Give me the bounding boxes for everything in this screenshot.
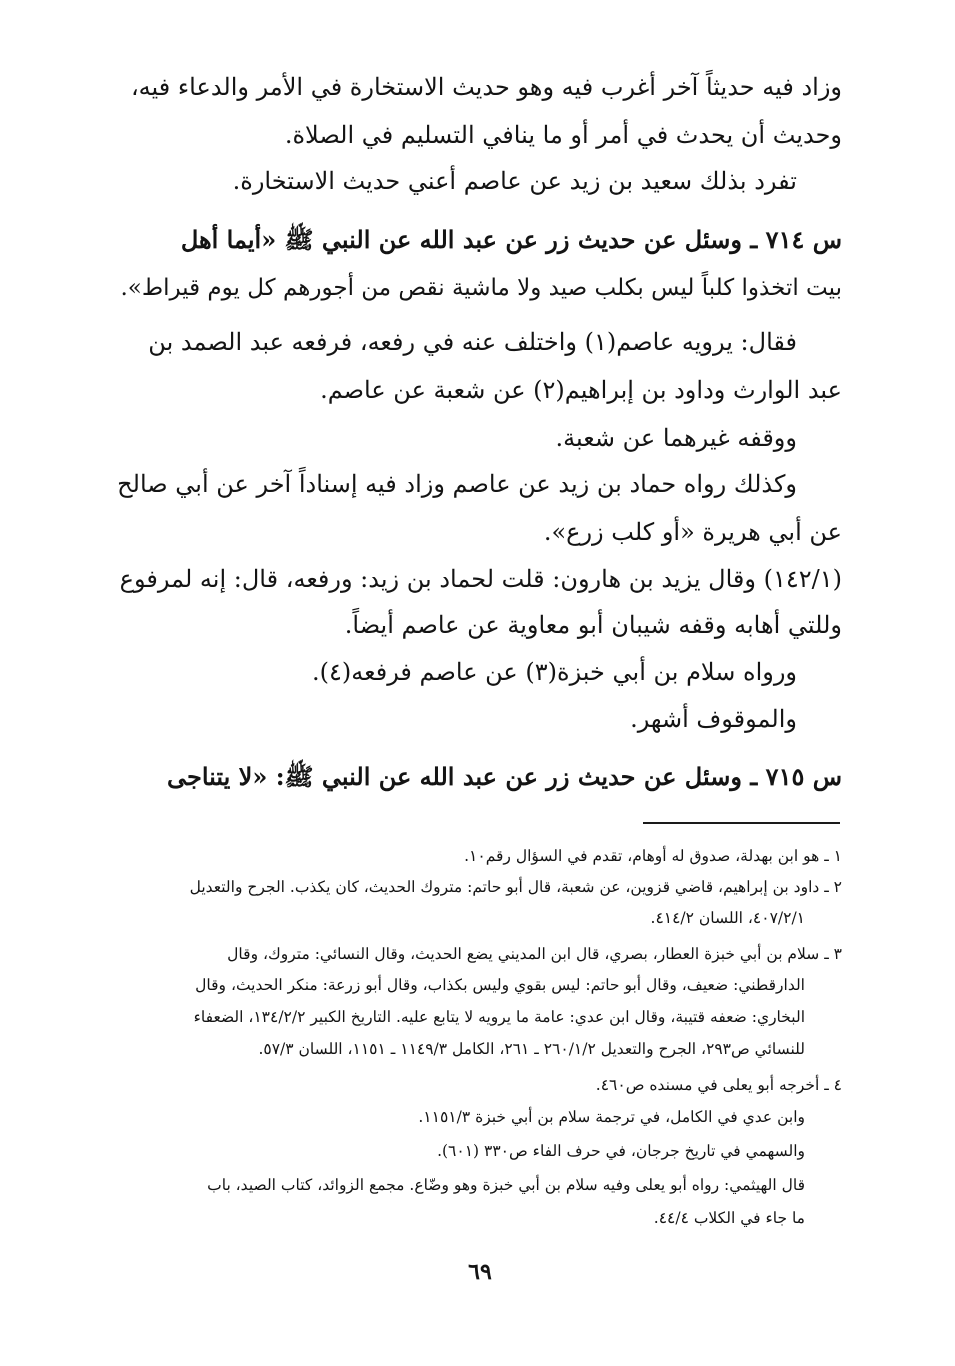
footnote-line: ٤ ـ أخرجه أبو يعلى في مسنده ص٤٦٠. xyxy=(595,1076,842,1094)
body-line: بيت اتخذوا كلباً ليس بكلب صيد ولا ماشية نقص من أجورهم كل يوم قيراط». xyxy=(120,275,842,301)
footnote-line: ٣ ـ سلام بن أبي خبزة العطار، بصري، قال ابن المديني يضع الحديث، وقال النسائي: متروك، وقال xyxy=(227,945,842,963)
page-number: ٦٩ xyxy=(468,1259,492,1285)
body-line: (١٤٢/١) وقال يزيد بن هارون: قلت لحماد بن زيد: ورفعه، قال: إنه لمرفوع xyxy=(119,565,842,593)
body-line: ووقفه غيرهما عن شعبة. xyxy=(555,424,797,452)
body-line: وزاد فيه حديثاً آخر أغرب فيه وهو حديث الاستخارة في الأمر والدعاء فيه، xyxy=(130,73,842,101)
footnote-line: الدارقطني: ضعيف، وقال أبو حاتم: ليس بقوي وليس بكذاب، وقال أبو زرعة: منكر الحديث، وقال xyxy=(195,976,805,994)
footnote-line: ما جاء في الكلاب ٤٤/٤. xyxy=(653,1209,805,1227)
body-line: ورواه سلام بن أبي خبزة(٣) عن عاصم فرفعه(٤). xyxy=(312,658,797,686)
body-line: والموقوف أشهر. xyxy=(630,705,797,733)
body-line: فقال: يرويه عاصم(١) واختلف عنه في رفعه، فرفعه عبد الصمد بن xyxy=(148,328,797,356)
footnote-line: ١ ـ هو ابن بهدلة، صدوق له أوهام، تقدم في السؤال رقم١٠. xyxy=(464,847,842,865)
question-715-line: س ٧١٥ ـ وسئل عن حديث زر عن عبد الله عن النبي ﷺ: «لا يتناجى xyxy=(166,762,842,791)
body-line: وكذلك رواه حماد بن زيد عن عاصم وزاد فيه إسناداً آخر عن أبي صالح xyxy=(117,470,797,498)
footnote-line: ٢ ـ داود بن إبراهيم، قاضي قزوين، عن شعبة، قال أبو حاتم: متروك الحديث، كان يكذب. الجرح والتعديل xyxy=(189,878,842,896)
body-line: عبد الوارث وداود بن إبراهيم(٢) عن شعبة عن عاصم. xyxy=(320,376,842,404)
body-line: تفرد بذلك سعيد بن زيد عن عاصم أعني حديث الاستخارة. xyxy=(232,167,797,195)
footnote-line: البخاري: ضعفه قتيبة، وقال ابن عدي: عامة ما يرويه لا يتابع عليه. التاريخ الكبير ١٣٤/٢/٢، الضعفاء xyxy=(193,1008,805,1026)
footnote-line: قال الهيثمي: رواه أبو يعلى وفيه سلام بن أبي خبزة وهو وضّاع. مجمع الزوائد، كتاب الصيد، باب xyxy=(207,1176,805,1194)
body-line: وللتي أهابه وقفه شيبان أبو معاوية عن عاصم أيضاً. xyxy=(344,611,842,639)
footnote-separator xyxy=(643,822,840,824)
question-714-line: س ٧١٤ ـ وسئل عن حديث زر عن عبد الله عن النبي ﷺ «أيما أهل xyxy=(180,225,842,254)
footnote-line: وابن عدي في الكامل، في ترجمة سلام بن أبي خبزة ١١٥١/٣. xyxy=(418,1108,805,1126)
footnote-line: والسهمي في تاريخ جرجان، في حرف الفاء ص٣٣٠ (٦٠١). xyxy=(437,1142,805,1160)
body-line: عن أبي هريرة «أو كلب زرع». xyxy=(543,518,842,546)
body-line: وحديث أن يحدث في أمر أو ما ينافي التسليم في الصلاة. xyxy=(284,121,842,149)
footnote-line: للنسائي ص٢٩٣، الجرح والتعديل ٢٦٠/١/٢ ـ ٢٦١، الكامل ١١٤٩/٣ ـ ١١٥١، اللسان ٥٧/٣. xyxy=(258,1040,805,1058)
footnote-line: ٤٠٧/٢/١، اللسان ٤١٤/٢. xyxy=(650,909,805,927)
